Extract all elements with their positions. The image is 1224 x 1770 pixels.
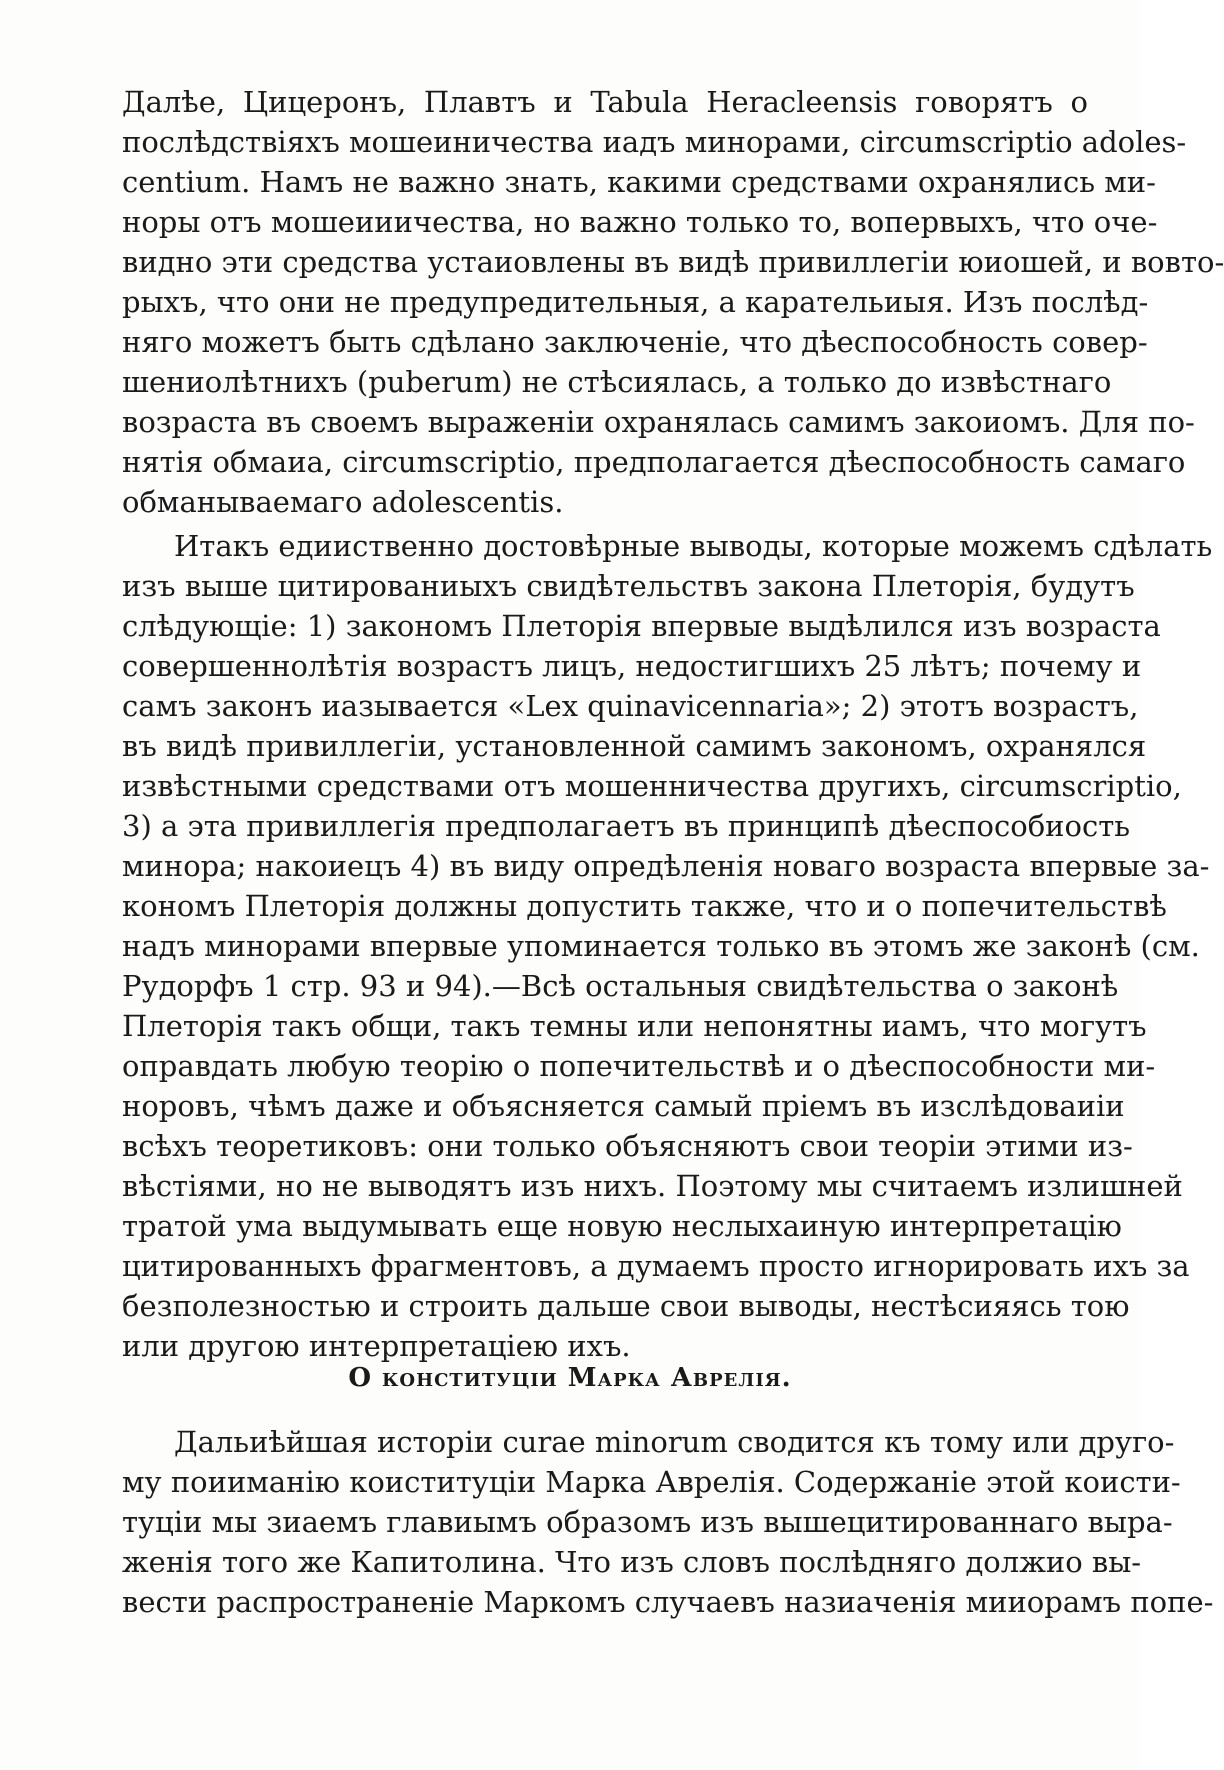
text-line: надъ минорами впервые упоминается только въ этомъ же законѣ (см. <box>122 929 1200 963</box>
text-line: послѣдствіяхъ мошеиничества иадъ минорами, circumscriptio adoles- <box>122 125 1187 159</box>
text-line: вести распространеніе Маркомъ случаевъ назиаченія мииорамъ попе- <box>122 1585 1214 1619</box>
text-line: нятія обмаиа, circumscriptio, предполагается дѣеспособность самаго <box>122 445 1186 479</box>
text-line: слѣдующіе: 1) закономъ Плеторія впервые выдѣлился изъ возраста <box>122 609 1161 643</box>
text-line: норовъ, чѣмъ даже и объясняется самый пріемъ въ изслѣдоваиіи <box>122 1089 1125 1123</box>
text-line: тратой ума выдумывать еще новую неслыхаиную интерпретацію <box>122 1209 1122 1243</box>
text-line: самъ законъ иазывается «Lex quinavicennaria»; 2) этотъ возрастъ, <box>122 689 1139 723</box>
paragraph-1 <box>122 82 1224 522</box>
text-line: Итакъ едииственно достовѣрные выводы, которые можемъ сдѣлать <box>174 529 1213 563</box>
text-line: всѣхъ теоретиковъ: они только объясняютъ свои теоріи этими из- <box>122 1129 1133 1163</box>
text-line: обманываемаго adolescentis. <box>122 485 564 519</box>
text-line: изъ выше цитированиыхъ свидѣтельствъ закона Плеторія, будутъ <box>122 569 1135 603</box>
text-line: рыхъ, что они не предупредительныя, а карательиыя. Изъ послѣд- <box>122 285 1149 319</box>
text-line: извѣстными средствами отъ мошенничества другихъ, circumscriptio, <box>122 769 1182 803</box>
text-line: Дальиѣйшая исторіи curae minorum сводится къ тому или друго- <box>174 1425 1175 1459</box>
text-line: Рудорфъ 1 стр. 93 и 94).—Всѣ остальныя свидѣтельства о законѣ <box>122 969 1119 1003</box>
text-line: centium. Намъ не важно знать, какими средствами охранялись ми- <box>122 165 1156 199</box>
text-line: му поииманію коиституціи Марка Аврелія. Содержаніе этой коисти- <box>122 1465 1181 1499</box>
text-line: норы отъ мошеииичества, но важно только то, вопервыхъ, что оче- <box>122 205 1158 239</box>
section-heading: О конституціи Марка Аврелія. <box>348 1363 792 1393</box>
text-line: совершеннолѣтія возрастъ лицъ, недостигшихъ 25 лѣтъ; почему и <box>122 649 1142 683</box>
text-line: возраста въ своемъ выраженіи охранялась самимъ закоиомъ. Для по- <box>122 405 1195 439</box>
text-line: 3) а эта привиллегія предполагаетъ въ принципѣ дѣеспособиость <box>122 809 1131 843</box>
text-line: видно эти средства устаиовлены въ видѣ привиллегіи юиошей, и вовто- <box>122 245 1224 279</box>
text-line: цитированныхъ фрагментовъ, а думаемъ просто игнорировать ихъ за <box>122 1249 1190 1283</box>
text-line: вѣстіями, но не выводятъ изъ нихъ. Поэтому мы считаемъ излишней <box>122 1169 1183 1203</box>
paragraph-3 <box>122 1422 1214 1622</box>
text-line: няго можетъ быть сдѣлано заключеніе, что дѣеспособность совер- <box>122 325 1148 359</box>
text-line: въ видѣ привиллегіи, установленной самимъ закономъ, охранялся <box>122 729 1147 763</box>
text-line: туціи мы зиаемъ главиымъ образомъ изъ вышецитированнаго выра- <box>122 1505 1173 1539</box>
text-line: Плеторія такъ общи, такъ темны или непонятны иамъ, что могутъ <box>122 1009 1147 1043</box>
text-line: минора; накоиецъ 4) въ виду опредѣленія новаго возраста впервые за- <box>122 849 1210 883</box>
text-line: женія того же Капитолина. Что изъ словъ послѣдняго должио вы- <box>122 1545 1142 1579</box>
text-line: шениолѣтнихъ (puberum) не стѣсиялась, а только до извѣстнаго <box>122 365 1112 399</box>
text-line: Далѣе, Цицеронъ, Плавтъ и Tabula Heracleensis говорятъ о <box>122 85 1088 119</box>
text-line: оправдать любую теорію о попечительствѣ и о дѣеспособности ми- <box>122 1049 1156 1083</box>
text-line: кономъ Плеторія должны допустить также, что и о попечительствѣ <box>122 889 1167 923</box>
text-line: безполезностью и строить дальше свои выводы, нестѣсияясь тою <box>122 1289 1130 1323</box>
paragraph-2 <box>122 526 1213 1366</box>
text-line: или другою интерпретаціею ихъ. <box>122 1329 631 1363</box>
